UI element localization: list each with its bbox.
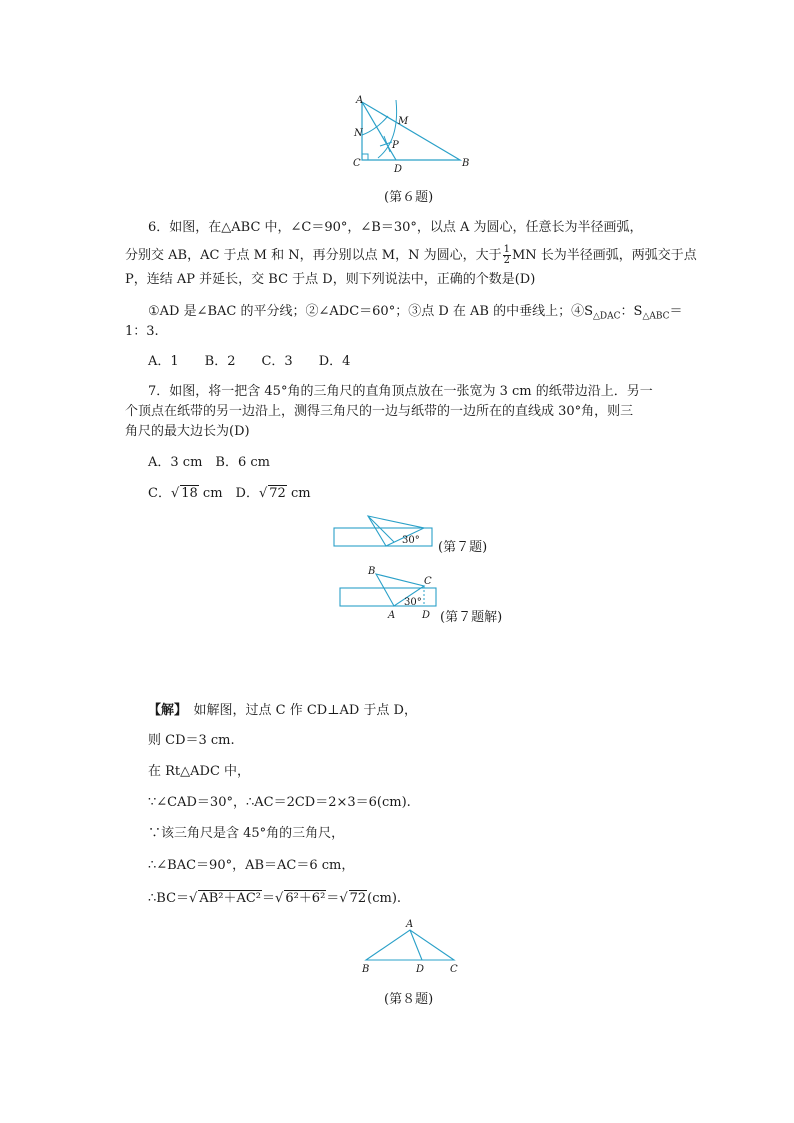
fig8-label-b: B <box>362 964 370 975</box>
q6-line2a: 分别交 AB，AC 于点 M 和 N，再分别以点 M，N 为圆心，大于 <box>125 248 502 263</box>
sol-label-a: A <box>388 610 396 621</box>
solution-line1: 【解】 如解图，过点 C 作 CD⊥AD 于点 D， <box>148 703 417 718</box>
figure-7-caption: (第７题) <box>438 540 488 555</box>
triangle-abc-8 <box>366 930 454 960</box>
label-a: A <box>356 95 364 106</box>
label-c: C <box>353 158 361 169</box>
figure-8-caption: (第８题) <box>384 992 434 1007</box>
solution-line5: ∵该三角尺是含 45°角的三角尺， <box>148 826 345 841</box>
solution-line4: ∵∠CAD＝30°，∴AC＝2CD＝2×3＝6(cm). <box>148 795 411 810</box>
q7-options-2: C．√ 18 cm D．√ 72 cm <box>148 486 311 501</box>
q6-statements: ①AD 是∠BAC 的平分线；②∠ADC＝60°；③点 D 在 AB 的中垂线上；$④S_{\triangle DAC}$：$S_{\triangle ABC}=$ <box>148 304 683 322</box>
sol-label-c: C <box>424 576 432 587</box>
q6-line2 <box>125 245 697 266</box>
bisector-ad <box>362 102 396 160</box>
q7-line1: 7．如图，将一把含 45°角的三角尺的直角顶点放在一张宽为 3 cm 的纸带边沿上．另一 <box>148 384 653 399</box>
sol-angle: 30° <box>404 597 422 608</box>
q6-line3: P，连结 AP 并延长，交 BC 于点 D，则下列说法中，正确的个数是(D) <box>125 272 536 287</box>
angle-label: 30° <box>402 535 420 546</box>
q7-line3: 角尺的最大边长为(D) <box>125 424 250 439</box>
fig8-label-c: C <box>450 964 458 975</box>
solution-tag: 【解】 <box>148 703 181 718</box>
figure-6-caption: (第６题) <box>384 190 434 205</box>
triangle-abc <box>362 102 460 160</box>
fig8-label-d: D <box>416 964 425 975</box>
sol-label-d: D <box>422 610 431 621</box>
figure-6 <box>340 90 480 180</box>
label-m: M <box>398 116 409 127</box>
figure-7-solution-caption: (第７题解) <box>440 610 503 625</box>
solution-line2: 则 CD＝3 cm. <box>148 733 235 748</box>
arc-mn <box>362 116 388 135</box>
q6-line2b: MN 长为半径画弧，两弧交于点 <box>511 248 697 263</box>
figure-7 <box>330 510 435 552</box>
q6-line1: 6．如图，在△ABC 中，∠C＝90°，∠B＝30°，以点 A 为圆心，任意长为半径画弧， <box>148 220 643 235</box>
q7-options-1: A．3 cm B．6 cm <box>148 455 270 470</box>
fraction-half: $\frac{1}{2}$ <box>503 244 510 266</box>
figure-7-solution <box>336 564 440 624</box>
solution-line7: ∴BC＝√ AB²＋AC²＝√ 6²＋6²＝√ 72(cm). <box>148 891 402 906</box>
solution-line3: 在 Rt△ADC 中， <box>148 764 251 779</box>
fig8-label-a: A <box>406 919 414 930</box>
label-d: D <box>394 164 403 175</box>
right-angle-mark <box>362 154 368 160</box>
figure-8 <box>358 916 466 976</box>
label-p: P <box>392 140 399 151</box>
q7-line2: 个顶点在纸带的另一边沿上，测得三角尺的一边与纸带的一边所在的直线成 30°角，则三 <box>125 404 634 419</box>
label-b: B <box>462 158 470 169</box>
label-n: N <box>354 128 363 139</box>
q6-statements-2: 1：3. <box>125 324 159 339</box>
sol-label-b: B <box>368 566 376 577</box>
solution-line6: ∴∠BAC＝90°，AB＝AC＝6 cm， <box>148 858 355 873</box>
q6-options: A．1 B．2 C．3 D．4 <box>148 354 351 369</box>
